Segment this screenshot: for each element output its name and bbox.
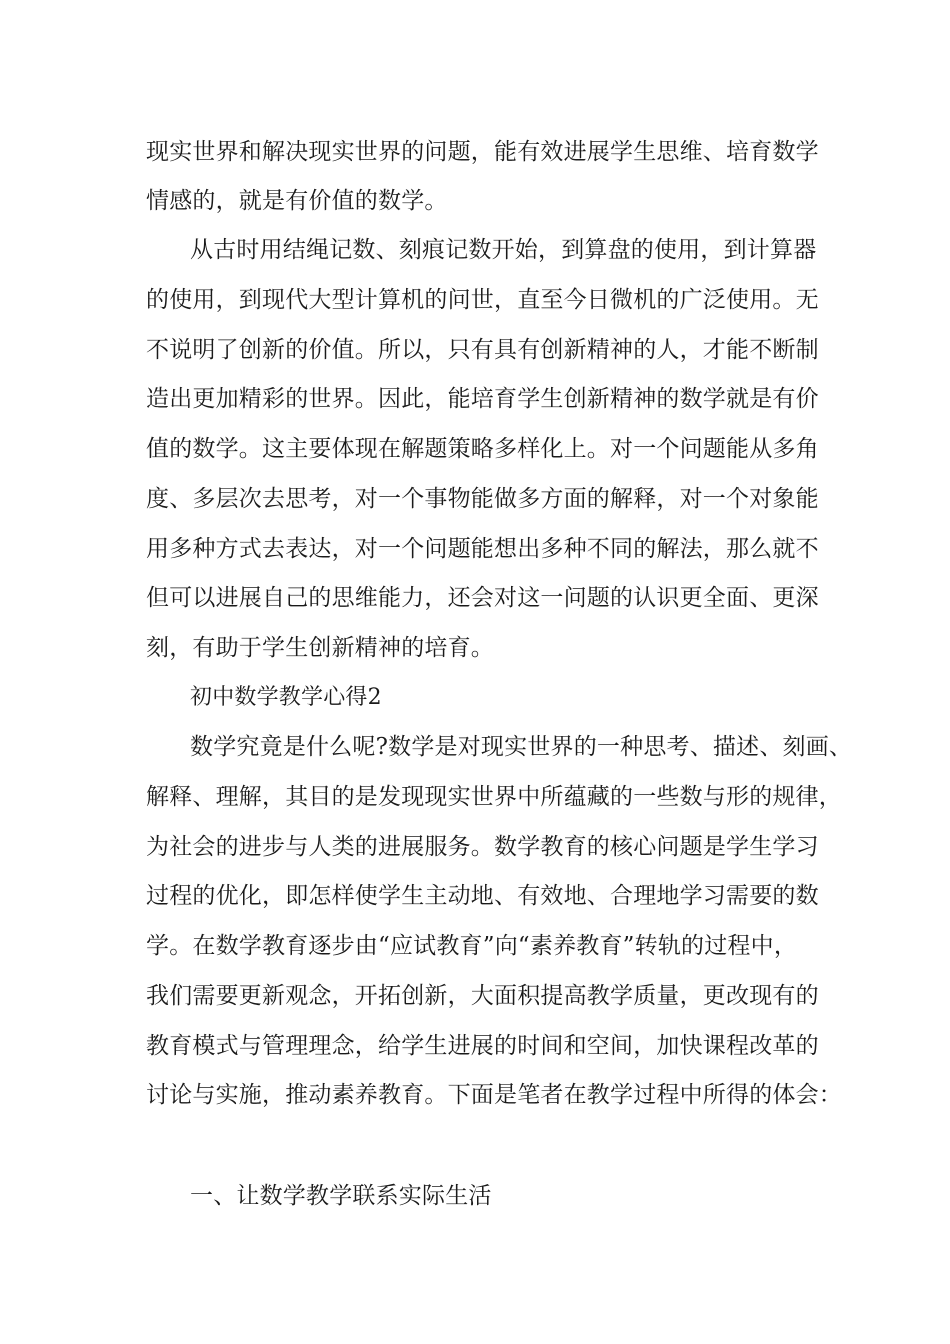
paragraph-3-line-4: 过程的优化，即怎样使学生主动地、有效地、合理地学习需要的数 (146, 883, 819, 909)
section-title: 初中数学教学心得2 (190, 685, 382, 710)
paragraph-2-line-9: 刻，有助于学生创新精神的培育。 (146, 635, 494, 661)
paragraph-1-line-1: 现实世界和解决现实世界的问题，能有效进展学生思维、培育数学 (146, 139, 819, 165)
paragraph-2-line-3: 不说明了创新的价值。所以，只有具有创新精神的人，才能不断制 (146, 337, 819, 363)
paragraph-3-line-1: 数学究竟是什么呢?数学是对现实世界的一种思考、描述、刻画、 (190, 734, 853, 760)
paragraph-2-line-4: 造出更加精彩的世界。因此，能培育学生创新精神的数学就是有价 (146, 386, 819, 412)
paragraph-1-line-2: 情感的，就是有价值的数学。 (146, 188, 448, 214)
paragraph-3-line-5: 学。在数学教育逐步由“应试教育”向“素养教育”转轨的过程中， (146, 933, 798, 959)
paragraph-2-line-5: 值的数学。这主要体现在解题策略多样化上。对一个问题能从多角 (146, 436, 819, 462)
paragraph-3-line-6: 我们需要更新观念，开拓创新，大面积提高教学质量，更改现有的 (146, 983, 819, 1009)
paragraph-3-line-2: 解释、理解，其目的是发现现实世界中所蕴藏的一些数与形的规律， (146, 784, 842, 810)
paragraph-2-line-2: 的使用，到现代大型计算机的问世，直至今日微机的广泛使用。无 (146, 287, 819, 313)
paragraph-2-line-6: 度、多层次去思考，对一个事物能做多方面的解释，对一个对象能 (146, 486, 819, 512)
paragraph-2-line-1: 从古时用结绳记数、刻痕记数开始，到算盘的使用，到计算器 (190, 237, 817, 263)
subheading-1: 一、让数学教学联系实际生活 (190, 1183, 492, 1209)
paragraph-3-line-8: 讨论与实施，推动素养教育。下面是笔者在教学过程中所得的体会： (146, 1082, 842, 1108)
paragraph-2-line-8: 但可以进展自己的思维能力，还会对这一问题的认识更全面、更深 (146, 585, 819, 611)
paragraph-3-line-7: 教育模式与管理理念，给学生进展的时间和空间，加快课程改革的 (146, 1033, 819, 1059)
paragraph-3-line-3: 为社会的进步与人类的进展服务。数学教育的核心问题是学生学习 (146, 834, 819, 860)
paragraph-2-line-7: 用多种方式去表达，对一个问题能想出多种不同的解法，那么就不 (146, 536, 819, 562)
